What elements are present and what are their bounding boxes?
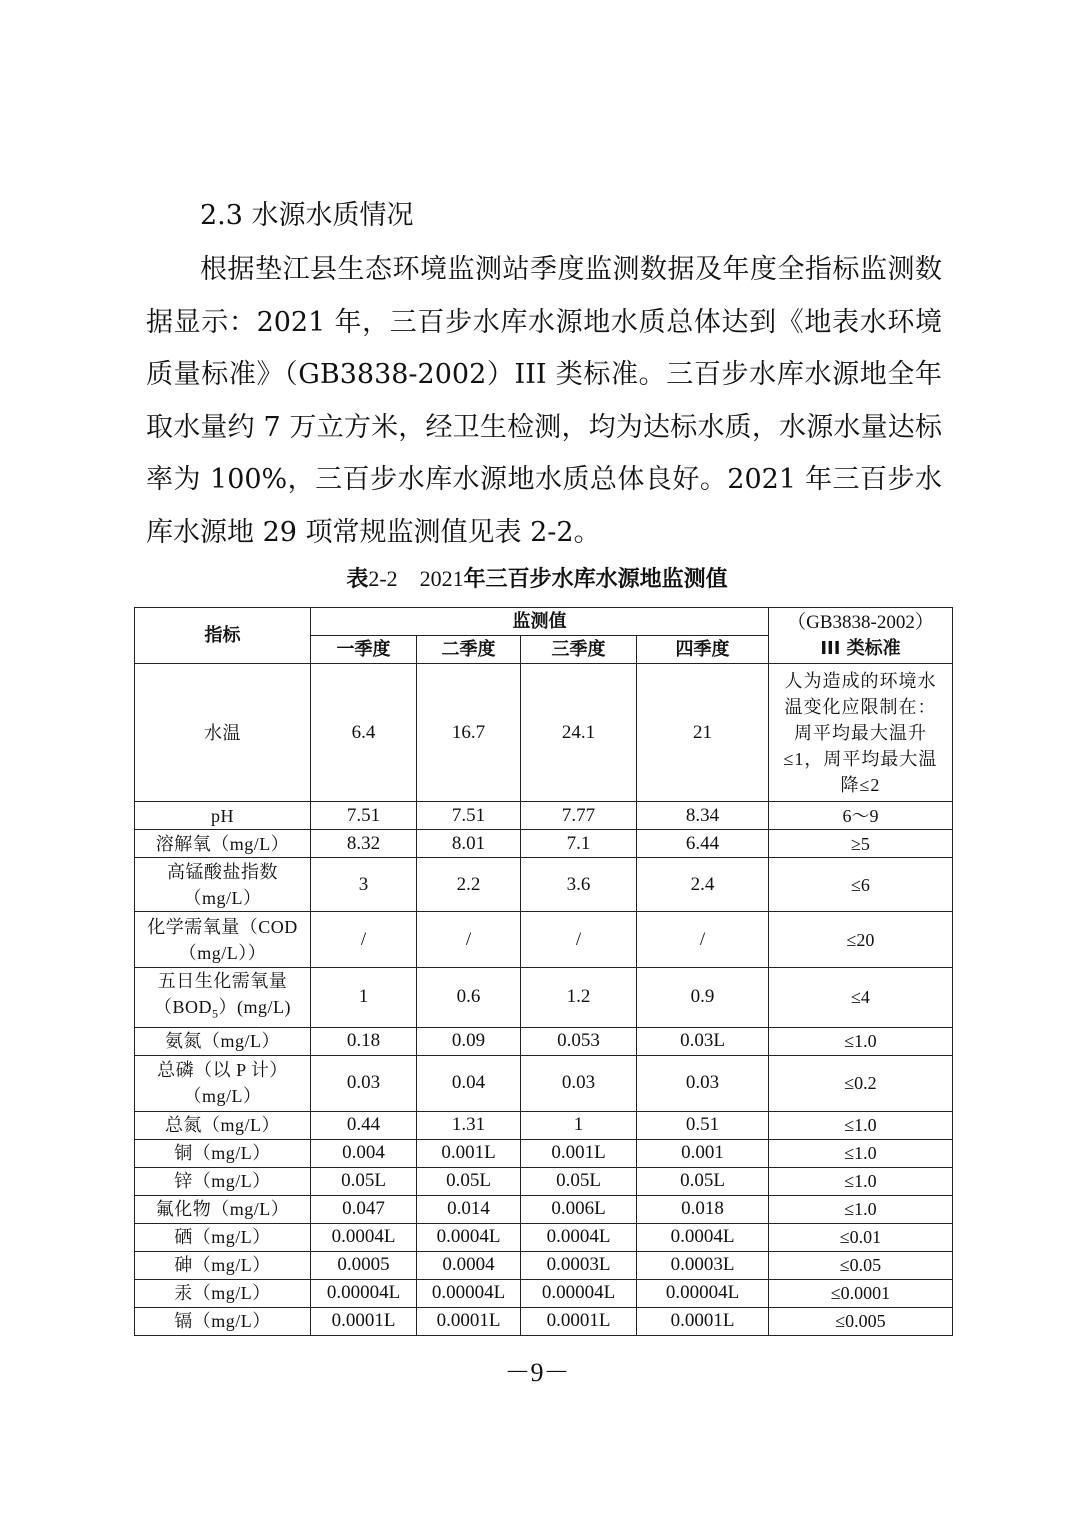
table-row [135,968,953,1028]
value-cell-q4: 0.03L [637,1027,769,1055]
value-cell-q4: 0.018 [637,1195,769,1223]
value-cell-q2: 0.0001L [417,1307,521,1335]
value-cell-q2: 16.7 [417,664,521,802]
value-cell-q3: 7.77 [521,802,637,830]
indicator-cell: 砷（mg/L） [135,1251,311,1279]
standard-cell: ≤0.0001 [769,1279,953,1307]
header-standard [769,608,953,664]
standard-cell: 6～9 [769,802,953,830]
value-cell-q4: 0.0004L [637,1223,769,1251]
value-cell-q2: 2.2 [417,858,521,912]
header-standard-class: III 类标准 [820,637,901,659]
value-cell-q4: / [637,912,769,968]
value-cell-q3: 1 [521,1111,637,1139]
section-paragraph: 根据垫江县生态环境监测站季度监测数据及年度全指标监测数据显示：2021 年，三百步水库水源地水质总体达到《地表水环境质量标准》（GB3838-2002）III 类标准。三百步水库水源地全年取水量约 7 万立方米，经卫生检测，均为达标水质，水源水量达标率为 100%，三百步水库水源地水质总体良好。2021 年三百步水库水源地 29 项常规监测值见表 2-2。 [146,254,942,548]
value-cell-q3: 0.0001L [521,1307,637,1335]
header-indicator: 指标 [135,608,311,664]
value-cell-q2: 0.0004L [417,1223,521,1251]
header-monitored: 监测值 [311,608,769,636]
value-cell-q1: 0.00004L [311,1279,417,1307]
value-cell-q1: 7.51 [311,802,417,830]
table-row [135,1307,953,1335]
value-cell-q3: 7.1 [521,830,637,858]
value-cell-q1: 6.4 [311,664,417,802]
monitoring-table [134,607,953,1336]
value-cell-q2: 0.04 [417,1055,521,1111]
value-cell-q1: 0.0001L [311,1307,417,1335]
table-row [135,830,953,858]
indicator-cell: 化学需氧量（COD（mg/L）） [135,912,311,968]
table-row [135,1139,953,1167]
indicator-cell: 总氮（mg/L） [135,1111,311,1139]
standard-cell: ≤0.2 [769,1055,953,1111]
indicator-cell: 硒（mg/L） [135,1223,311,1251]
indicator-cell: 锌（mg/L） [135,1167,311,1195]
value-cell-q4: 0.05L [637,1167,769,1195]
value-cell-q2: 0.001L [417,1139,521,1167]
value-cell-q1: 0.18 [311,1027,417,1055]
value-cell-q2: 0.6 [417,968,521,1028]
value-cell-q2: 0.05L [417,1167,521,1195]
table-row [135,1111,953,1139]
value-cell-q3: 24.1 [521,664,637,802]
value-cell-q1: 0.0005 [311,1251,417,1279]
value-cell-q3: 3.6 [521,858,637,912]
value-cell-q3: 0.05L [521,1167,637,1195]
value-cell-q4: 0.9 [637,968,769,1028]
value-cell-q1: 8.32 [311,830,417,858]
table-row [135,1027,953,1055]
value-cell-q4: 6.44 [637,830,769,858]
indicator-cell: 镉（mg/L） [135,1307,311,1335]
indicator-cell [135,968,311,1028]
header-q2: 二季度 [417,636,521,664]
table-row [135,1279,953,1307]
indicator-unit: ）(mg/L) [218,997,291,1017]
table-row [135,1195,953,1223]
value-cell-q3: 0.0004L [521,1223,637,1251]
value-cell-q3: 0.00004L [521,1279,637,1307]
value-cell-q3: 1.2 [521,968,637,1028]
value-cell-q1: 0.047 [311,1195,417,1223]
value-cell-q2: 0.00004L [417,1279,521,1307]
value-cell-q3: / [521,912,637,968]
standard-cell: ≤1.0 [769,1027,953,1055]
standard-cell: ≤1.0 [769,1167,953,1195]
value-cell-q4: 0.03 [637,1055,769,1111]
standard-cell: ≤6 [769,858,953,912]
value-cell-q3: 0.001L [521,1139,637,1167]
value-cell-q2: 1.31 [417,1111,521,1139]
value-cell-q4: 0.51 [637,1111,769,1139]
standard-cell: ≤0.01 [769,1223,953,1251]
value-cell-q3: 0.053 [521,1027,637,1055]
table-row [135,1055,953,1111]
standard-cell: ≤4 [769,968,953,1028]
value-cell-q2: 0.014 [417,1195,521,1223]
table-row [135,858,953,912]
value-cell-q1: 0.0004L [311,1223,417,1251]
section-heading: 2.3 水源水质情况 [200,200,414,231]
indicator-cell: 汞（mg/L） [135,1279,311,1307]
caption-number: 2-2 2021 [368,566,464,591]
header-q4: 四季度 [637,636,769,664]
value-cell-q1: 0.44 [311,1111,417,1139]
indicator-cell: 溶解氧（mg/L） [135,830,311,858]
table-row [135,1223,953,1251]
value-cell-q1: 1 [311,968,417,1028]
value-cell-q4: 0.001 [637,1139,769,1167]
indicator-cell: 水温 [135,664,311,802]
value-cell-q2: 0.0004 [417,1251,521,1279]
caption-title: 年三百步水库水源地监测值 [463,567,728,592]
table-caption [0,562,1074,593]
standard-cell: ≥5 [769,830,953,858]
caption-label: 表 [346,567,369,592]
table-row [135,1167,953,1195]
value-cell-q2: 0.09 [417,1027,521,1055]
indicator-cell: 总磷（以 P 计）（mg/L） [135,1055,311,1111]
value-cell-q4: 0.0003L [637,1251,769,1279]
value-cell-q3: 0.03 [521,1055,637,1111]
standard-cell: ≤1.0 [769,1195,953,1223]
indicator-subscript: 5 [212,1006,219,1021]
indicator-cell: 氨氮（mg/L） [135,1027,311,1055]
standard-cell: ≤1.0 [769,1111,953,1139]
value-cell-q3: 0.0003L [521,1251,637,1279]
page-number: －9－ [504,1358,570,1387]
indicator-cell: 氟化物（mg/L） [135,1195,311,1223]
table-row [135,1251,953,1279]
indicator-cell: pH [135,802,311,830]
value-cell-q1: 0.05L [311,1167,417,1195]
standard-cell: ≤1.0 [769,1139,953,1167]
table-row [135,664,953,802]
value-cell-q4: 2.4 [637,858,769,912]
value-cell-q2: 7.51 [417,802,521,830]
standard-cell: ≤0.005 [769,1307,953,1335]
table-row [135,912,953,968]
indicator-cell: 高锰酸盐指数（mg/L） [135,858,311,912]
value-cell-q4: 8.34 [637,802,769,830]
table-row [135,802,953,830]
header-q3: 三季度 [521,636,637,664]
value-cell-q4: 21 [637,664,769,802]
indicator-name: 五日生化需氧量（BOD [153,971,288,1017]
value-cell-q1: 0.03 [311,1055,417,1111]
value-cell-q1: 3 [311,858,417,912]
header-standard-code: （GB3838-2002） [787,611,934,633]
value-cell-q2: / [417,912,521,968]
value-cell-q4: 0.0001L [637,1307,769,1335]
value-cell-q4: 0.00004L [637,1279,769,1307]
standard-cell: ≤20 [769,912,953,968]
header-q1: 一季度 [311,636,417,664]
value-cell-q1: 0.004 [311,1139,417,1167]
value-cell-q3: 0.006L [521,1195,637,1223]
standard-cell: 人为造成的环境水温变化应限制在：周平均最大温升≤1，周平均最大温降≤2 [769,664,953,802]
standard-cell: ≤0.05 [769,1251,953,1279]
value-cell-q2: 8.01 [417,830,521,858]
indicator-cell: 铜（mg/L） [135,1139,311,1167]
value-cell-q1: / [311,912,417,968]
